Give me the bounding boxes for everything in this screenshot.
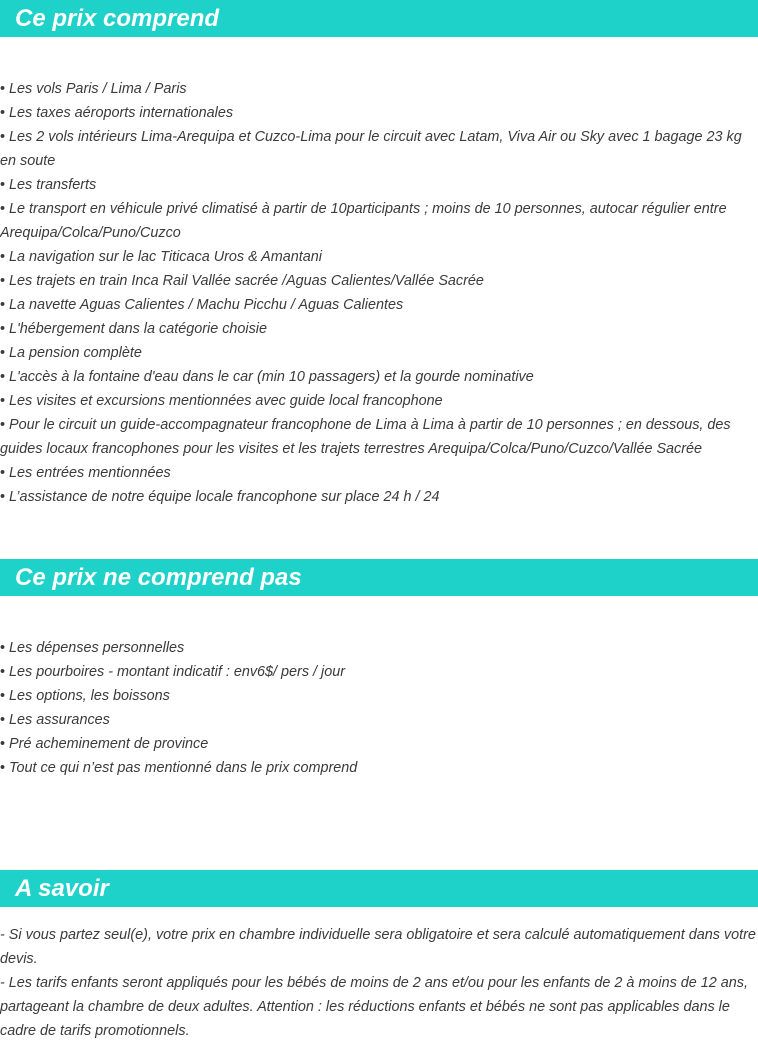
included-item: • Les transferts [0, 173, 758, 197]
info-text [0, 923, 758, 1043]
included-item: • La navigation sur le lac Titicaca Uros & Amantani [0, 245, 758, 269]
included-item: • Les entrées mentionnées [0, 461, 758, 485]
included-item: • Le transport en véhicule privé climatisé à partir de 10participants ; moins de 10 personnes, autocar régulier entre Arequipa/Colca/Puno/Cuzco [0, 197, 758, 245]
excluded-section-title: Ce prix ne comprend pas [15, 564, 302, 591]
excluded-item: • Tout ce qui n’est pas mentionné dans le prix comprend [0, 756, 758, 780]
included-section-title: Ce prix comprend [15, 5, 220, 32]
included-item: • La navette Aguas Calientes / Machu Picchu / Aguas Calientes [0, 293, 758, 317]
included-item: • Les taxes aéroports internationales [0, 101, 758, 125]
excluded-item: • Les dépenses personnelles [0, 636, 758, 660]
included-item: • Les visites et excursions mentionnées avec guide local francophone [0, 389, 758, 413]
included-item: • Les trajets en train Inca Rail Vallée sacrée /Aguas Calientes/Vallée Sacrée [0, 269, 758, 293]
excluded-item: • Les options, les boissons [0, 684, 758, 708]
excluded-item: • Les assurances [0, 708, 758, 732]
excluded-item: • Les pourboires - montant indicatif : env6$/ pers / jour [0, 660, 758, 684]
included-item: • Pour le circuit un guide-accompagnateur francophone de Lima à Lima à partir de 10 personnes ; en dessous, des guides locaux francophones pour les visites et les trajets terrestres Arequipa/Colca/Puno/Cuzco/Vallée Sacrée [0, 413, 758, 461]
included-list [0, 77, 758, 509]
included-item: • L'accès à la fontaine d'eau dans le car (min 10 passagers) et la gourde nominative [0, 365, 758, 389]
included-item: • L’assistance de notre équipe locale francophone sur place 24 h / 24 [0, 485, 758, 509]
excluded-section-header [0, 559, 758, 596]
included-section-header [0, 0, 758, 37]
included-item: • Les vols Paris / Lima / Paris [0, 77, 758, 101]
info-section-title: A savoir [15, 875, 109, 902]
excluded-item: • Pré acheminement de province [0, 732, 758, 756]
info-paragraph: - Les tarifs enfants seront appliqués pour les bébés de moins de 2 ans et/ou pour les enfants de 2 à moins de 12 ans, partageant la chambre de deux adultes. Attention : les réductions enfants et bébés ne sont pas applicables dans le cadre de tarifs promotionnels. [0, 975, 748, 1039]
included-item: • L'hébergement dans la catégorie choisie [0, 317, 758, 341]
info-section-header [0, 870, 758, 907]
excluded-list [0, 636, 758, 780]
info-paragraph: - Si vous partez seul(e), votre prix en chambre individuelle sera obligatoire et sera calculé automatiquement dans votre devis. [0, 927, 756, 967]
included-item: • Les 2 vols intérieurs Lima-Arequipa et Cuzco-Lima pour le circuit avec Latam, Viva Air ou Sky avec 1 bagage 23 kg en soute [0, 125, 758, 173]
included-item: • La pension complète [0, 341, 758, 365]
